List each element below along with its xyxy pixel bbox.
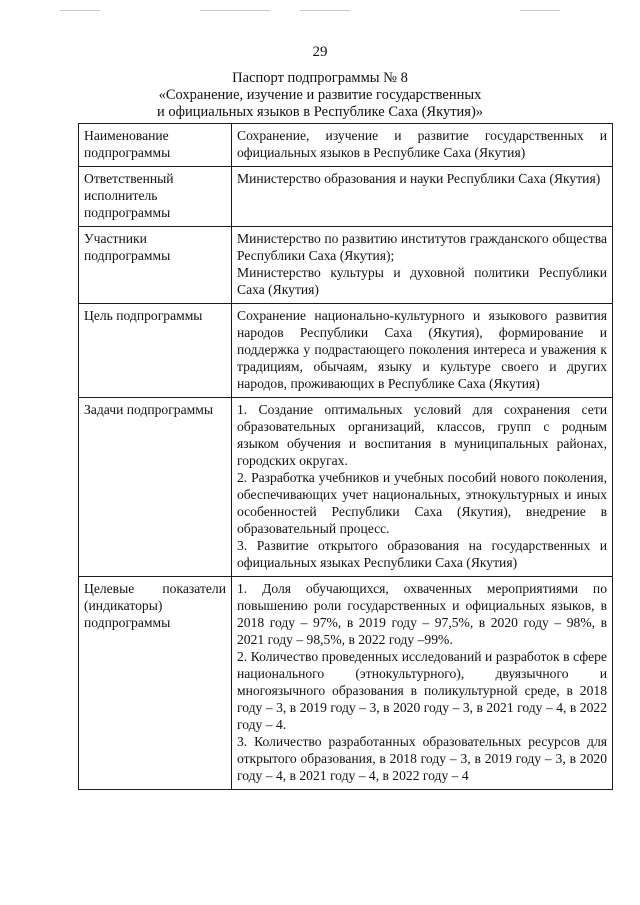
scan-artifact: [200, 10, 270, 11]
value-paragraph: 3. Количество разработанных образовательных ресурсов для открытого образования, в 2018 году – 3, в 2019 году – 3, в 2020 году – 4, в 2021 году – 4, в 2022 году – 4: [237, 734, 607, 783]
row-label: Задачи подпрограммы: [79, 398, 232, 577]
value-paragraph: Министерство образования и науки Республики Саха (Якутия): [237, 171, 601, 186]
subprogram-passport-table: [78, 123, 613, 790]
value-paragraph: Сохранение, изучение и развитие государственных и официальных языков в Республике Саха (Якутия): [237, 128, 607, 160]
table-row: [79, 167, 613, 227]
value-paragraph: 1. Доля обучающихся, охваченных мероприятиями по повышению роли государственных и официальных языков, в 2018 году – 97%, в 2019 году – 97,5%, в 2020 году – 98%, в 2021 году – 98,5%, в 2022 году –99%.: [237, 581, 607, 647]
row-value: [232, 398, 613, 577]
title-line: и официальных языков в Республике Саха (Якутия)»: [156, 104, 484, 120]
value-paragraph: Сохранение национально-культурного и языкового развития народов Республики Саха (Якутия), формирование и поддержка у подрастающего поколения интереса и уважения к традициям, обычаям, языку и культуре своего и других народов, проживающих в Республике Саха (Якутия): [237, 308, 607, 391]
row-value: [232, 577, 613, 790]
value-paragraph: Министерство по развитию институтов гражданского общества Республики Саха (Якутия);: [237, 231, 607, 263]
row-value: [232, 227, 613, 304]
value-paragraph: 3. Развитие открытого образования на государственных и официальных языках Республики Саха (Якутия): [237, 538, 607, 570]
value-paragraph: 2. Количество проведенных исследований и разработок в сфере национального (этнокультурного), двуязычного и многоязычного образования в поликультурной среде, в 2018 году – 3, в 2019 году – 3, в 2020 году – 3, в 2021 году – 4, в 2022 году – 4.: [237, 649, 607, 732]
row-label: Целевые показатели (индикаторы) подпрограммы: [79, 577, 232, 790]
document-title: [0, 70, 640, 121]
table-row: [79, 398, 613, 577]
page-number: 29: [312, 44, 328, 60]
scan-artifact: [520, 10, 560, 11]
scan-artifact: [300, 10, 350, 11]
row-label: Участники подпрограммы: [79, 227, 232, 304]
table-row: [79, 227, 613, 304]
scan-artifact: [60, 10, 100, 11]
row-value: [232, 167, 613, 227]
title-line: Паспорт подпрограммы № 8: [232, 70, 408, 86]
row-label: Цель подпрограммы: [79, 304, 232, 398]
table-row: [79, 577, 613, 790]
row-value: [232, 124, 613, 167]
table-row: [79, 124, 613, 167]
value-paragraph: 1. Создание оптимальных условий для сохранения сети образовательных организаций, классов, групп с родным языком обучения и воспитания в муниципальных районах, городских округах.: [237, 402, 607, 468]
row-label: Наименование подпрограммы: [79, 124, 232, 167]
title-line: «Сохранение, изучение и развитие государственных: [158, 87, 482, 103]
row-label: Ответственный исполнитель подпрограммы: [79, 167, 232, 227]
value-paragraph: 2. Разработка учебников и учебных пособий нового поколения, обеспечивающих учет национальных, этнокультурных и иных особенностей Республики Саха (Якутия), внедрение в образовательный процесс.: [237, 470, 607, 536]
table-row: [79, 304, 613, 398]
row-value: [232, 304, 613, 398]
value-paragraph: Министерство культуры и духовной политики Республики Саха (Якутия): [237, 265, 607, 297]
